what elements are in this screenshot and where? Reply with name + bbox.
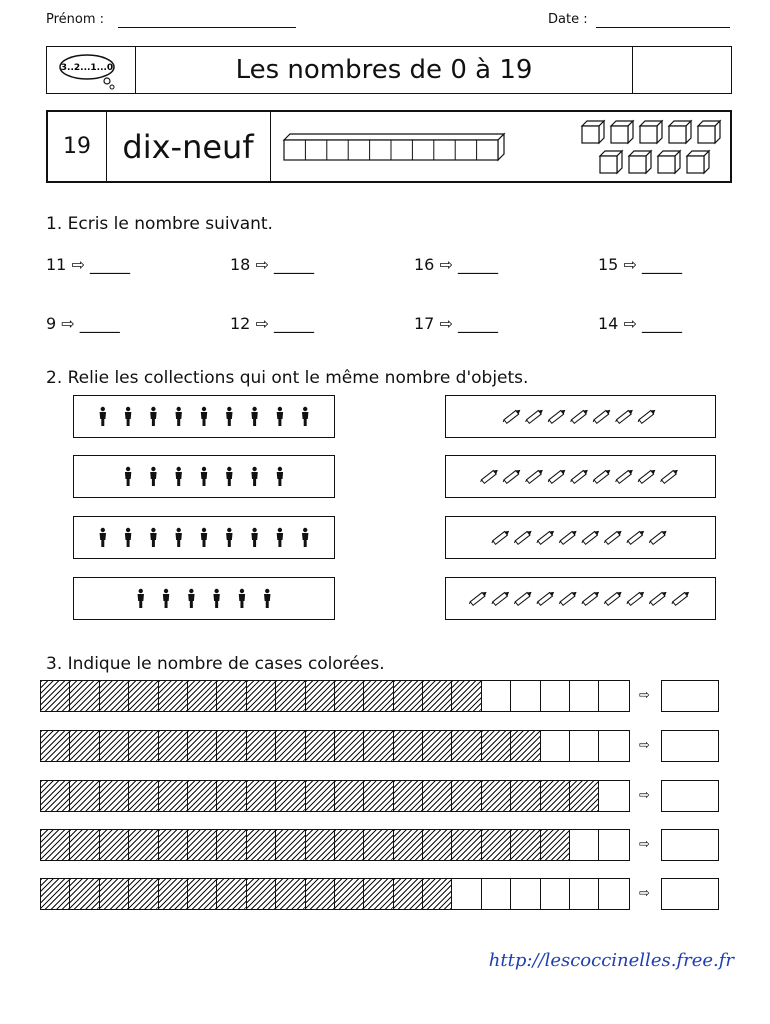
unit-cube bbox=[629, 151, 651, 173]
person-icon bbox=[188, 589, 194, 608]
colored-cell bbox=[335, 879, 364, 909]
colored-cell bbox=[306, 681, 335, 711]
answer-box-4[interactable] bbox=[661, 829, 719, 861]
colored-cell bbox=[335, 830, 364, 860]
pen-icon bbox=[536, 529, 555, 546]
colored-cell bbox=[159, 830, 188, 860]
person-icon bbox=[150, 528, 156, 547]
colored-cell bbox=[129, 781, 158, 811]
person-icon bbox=[302, 407, 308, 426]
colored-cell bbox=[41, 681, 70, 711]
unit-cube bbox=[658, 151, 680, 173]
pen-icon bbox=[570, 468, 589, 485]
colored-cell bbox=[100, 731, 129, 761]
colored-cell bbox=[335, 731, 364, 761]
empty-cell bbox=[511, 879, 540, 909]
colored-cell bbox=[217, 879, 246, 909]
pen-icon bbox=[559, 529, 578, 546]
person-icon bbox=[264, 589, 270, 608]
date-line bbox=[596, 27, 730, 28]
exercise1-item: 9 ⇨ _____ bbox=[46, 314, 120, 333]
colored-cell bbox=[217, 681, 246, 711]
colored-cell bbox=[188, 681, 217, 711]
person-icon bbox=[226, 528, 232, 547]
empty-cell bbox=[541, 731, 570, 761]
person-icon bbox=[277, 407, 283, 426]
colored-cell bbox=[70, 781, 99, 811]
cells-row-5 bbox=[40, 878, 630, 910]
person-icon bbox=[138, 589, 144, 608]
empty-cell bbox=[570, 879, 599, 909]
colored-cell bbox=[452, 731, 481, 761]
exercise1-item: 11 ⇨ _____ bbox=[46, 255, 130, 274]
thought-bubble-icon bbox=[47, 47, 135, 93]
pen-icon bbox=[637, 408, 656, 425]
pen-icon bbox=[581, 590, 600, 607]
colored-cell bbox=[41, 830, 70, 860]
colored-cell bbox=[159, 879, 188, 909]
colored-cell bbox=[335, 781, 364, 811]
colored-cell bbox=[511, 731, 540, 761]
exercise1-item: 16 ⇨ _____ bbox=[414, 255, 498, 274]
empty-cell bbox=[599, 681, 628, 711]
empty-cell bbox=[599, 731, 628, 761]
person-icon bbox=[176, 407, 182, 426]
person-icon bbox=[100, 407, 106, 426]
colored-cell bbox=[129, 879, 158, 909]
colored-cell bbox=[159, 681, 188, 711]
pen-icon bbox=[547, 408, 566, 425]
pen-icon bbox=[514, 529, 533, 546]
pen-icon bbox=[626, 590, 645, 607]
number-box bbox=[46, 110, 732, 183]
arrow-icon: ⇨ bbox=[639, 688, 650, 703]
person-icon bbox=[251, 528, 257, 547]
score-box bbox=[632, 47, 731, 93]
exercise1-item: 12 ⇨ _____ bbox=[230, 314, 314, 333]
empty-cell bbox=[599, 879, 628, 909]
person-icon bbox=[226, 407, 232, 426]
colored-cell bbox=[394, 830, 423, 860]
date-label: Date : bbox=[548, 12, 588, 27]
colored-cell bbox=[306, 879, 335, 909]
footer-url[interactable]: http://lescoccinelles.free.fr bbox=[488, 950, 734, 971]
people-collection-1[interactable] bbox=[73, 395, 335, 438]
colored-cell bbox=[188, 781, 217, 811]
colored-cell bbox=[452, 781, 481, 811]
pen-collection-4[interactable] bbox=[445, 577, 716, 620]
answer-box-5[interactable] bbox=[661, 878, 719, 910]
colored-cell bbox=[394, 731, 423, 761]
colored-cell bbox=[70, 830, 99, 860]
colored-cell bbox=[511, 781, 540, 811]
colored-cell bbox=[364, 830, 393, 860]
exercise1-item: 17 ⇨ _____ bbox=[414, 314, 498, 333]
arrow-icon: ⇨ bbox=[639, 886, 650, 901]
colored-cell bbox=[129, 731, 158, 761]
arrow-icon: ⇨ bbox=[639, 738, 650, 753]
person-icon bbox=[277, 467, 283, 486]
colored-cell bbox=[70, 681, 99, 711]
unit-cube bbox=[687, 151, 709, 173]
page-title: Les nombres de 0 à 19 bbox=[235, 55, 533, 85]
people-collection-2[interactable] bbox=[73, 455, 335, 498]
colored-cell bbox=[247, 830, 276, 860]
colored-cell bbox=[129, 830, 158, 860]
unit-cubes bbox=[582, 121, 720, 173]
colored-cell bbox=[276, 830, 305, 860]
person-icon bbox=[251, 407, 257, 426]
person-icon bbox=[125, 528, 131, 547]
colored-cell bbox=[364, 681, 393, 711]
people-collection-3[interactable] bbox=[73, 516, 335, 559]
colored-cell bbox=[70, 731, 99, 761]
colored-cell bbox=[541, 781, 570, 811]
answer-box-2[interactable] bbox=[661, 730, 719, 762]
cells-row-1 bbox=[40, 680, 630, 712]
colored-cell bbox=[247, 781, 276, 811]
colored-cell bbox=[364, 731, 393, 761]
person-icon bbox=[176, 467, 182, 486]
person-icon bbox=[100, 528, 106, 547]
pen-icon bbox=[547, 468, 566, 485]
pen-icon bbox=[671, 590, 690, 607]
colored-cell bbox=[100, 830, 129, 860]
unit-cube bbox=[669, 121, 691, 143]
countdown-logo bbox=[47, 47, 136, 93]
empty-cell bbox=[570, 731, 599, 761]
pen-icon bbox=[649, 529, 668, 546]
colored-cell bbox=[423, 731, 452, 761]
empty-cell bbox=[482, 681, 511, 711]
pen-icon bbox=[592, 408, 611, 425]
colored-cell bbox=[306, 731, 335, 761]
colored-cell bbox=[276, 781, 305, 811]
colored-cell bbox=[423, 681, 452, 711]
logo-text: 3..2...1...0 bbox=[60, 63, 114, 73]
colored-cell bbox=[247, 681, 276, 711]
empty-cell bbox=[511, 681, 540, 711]
colored-cell bbox=[364, 781, 393, 811]
prenom-line bbox=[118, 27, 296, 28]
colored-cell bbox=[482, 830, 511, 860]
colored-cell bbox=[217, 781, 246, 811]
pen-icon bbox=[559, 590, 578, 607]
empty-cell bbox=[570, 681, 599, 711]
cells-row-2 bbox=[40, 730, 630, 762]
pen-icon bbox=[525, 468, 544, 485]
pen-icon bbox=[502, 408, 521, 425]
person-icon bbox=[251, 467, 257, 486]
person-icon bbox=[125, 467, 131, 486]
pen-icon bbox=[592, 468, 611, 485]
exercise2-question: 2. Relie les collections qui ont le même nombre d'objets. bbox=[46, 368, 529, 388]
exercise1-item: 14 ⇨ _____ bbox=[598, 314, 682, 333]
colored-cell bbox=[541, 830, 570, 860]
colored-cell bbox=[423, 830, 452, 860]
colored-cell bbox=[423, 879, 452, 909]
colored-cell bbox=[394, 781, 423, 811]
tens-rod bbox=[284, 134, 504, 160]
empty-cell bbox=[599, 781, 628, 811]
pen-collection-3[interactable] bbox=[445, 516, 716, 559]
unit-cube bbox=[600, 151, 622, 173]
arrow-icon: ⇨ bbox=[639, 837, 650, 852]
colored-cell bbox=[41, 731, 70, 761]
person-icon bbox=[176, 528, 182, 547]
number-word: dix-neuf bbox=[106, 112, 271, 181]
pen-icon bbox=[570, 408, 589, 425]
colored-cell bbox=[335, 681, 364, 711]
pen-icon bbox=[660, 468, 679, 485]
person-icon bbox=[163, 589, 169, 608]
pen-icon bbox=[469, 590, 488, 607]
colored-cell bbox=[570, 781, 599, 811]
unit-cube bbox=[582, 121, 604, 143]
colored-cell bbox=[100, 681, 129, 711]
people-collection-4[interactable] bbox=[73, 577, 335, 620]
colored-cell bbox=[364, 879, 393, 909]
colored-cell bbox=[306, 781, 335, 811]
colored-cell bbox=[247, 879, 276, 909]
pen-icon bbox=[615, 408, 634, 425]
colored-cell bbox=[217, 830, 246, 860]
prenom-label: Prénom : bbox=[46, 12, 105, 27]
pen-icon bbox=[491, 529, 510, 546]
person-icon bbox=[277, 528, 283, 547]
colored-cell bbox=[188, 731, 217, 761]
unit-cube bbox=[611, 121, 633, 143]
cells-row-4 bbox=[40, 829, 630, 861]
person-icon bbox=[150, 407, 156, 426]
pen-icon bbox=[615, 468, 634, 485]
colored-cell bbox=[70, 879, 99, 909]
empty-cell bbox=[541, 681, 570, 711]
empty-cell bbox=[541, 879, 570, 909]
colored-cell bbox=[452, 681, 481, 711]
colored-cell bbox=[41, 879, 70, 909]
colored-cell bbox=[276, 681, 305, 711]
pen-collection-2[interactable] bbox=[445, 455, 716, 498]
empty-cell bbox=[570, 830, 599, 860]
empty-cell bbox=[482, 879, 511, 909]
base-ten-blocks bbox=[270, 112, 730, 181]
arrow-icon: ⇨ bbox=[639, 788, 650, 803]
answer-box-3[interactable] bbox=[661, 780, 719, 812]
person-icon bbox=[213, 589, 219, 608]
colored-cell bbox=[306, 830, 335, 860]
colored-cell bbox=[452, 830, 481, 860]
person-icon bbox=[125, 407, 131, 426]
pen-icon bbox=[502, 468, 521, 485]
colored-cell bbox=[423, 781, 452, 811]
colored-cell bbox=[511, 830, 540, 860]
pen-icon bbox=[649, 590, 668, 607]
cells-row-3 bbox=[40, 780, 630, 812]
exercise1-question: 1. Ecris le nombre suivant. bbox=[46, 214, 273, 234]
exercise3-question: 3. Indique le nombre de cases colorées. bbox=[46, 654, 385, 674]
pen-icon bbox=[514, 590, 533, 607]
colored-cell bbox=[41, 781, 70, 811]
exercise1-item: 15 ⇨ _____ bbox=[598, 255, 682, 274]
colored-cell bbox=[394, 681, 423, 711]
colored-cell bbox=[188, 830, 217, 860]
colored-cell bbox=[276, 879, 305, 909]
pen-icon bbox=[604, 590, 623, 607]
colored-cell bbox=[217, 731, 246, 761]
colored-cell bbox=[129, 681, 158, 711]
person-icon bbox=[201, 407, 207, 426]
pen-collection-1[interactable] bbox=[445, 395, 716, 438]
pen-icon bbox=[491, 590, 510, 607]
answer-box-1[interactable] bbox=[661, 680, 719, 712]
colored-cell bbox=[159, 731, 188, 761]
colored-cell bbox=[247, 731, 276, 761]
pen-icon bbox=[525, 408, 544, 425]
colored-cell bbox=[394, 879, 423, 909]
colored-cell bbox=[100, 879, 129, 909]
person-icon bbox=[226, 467, 232, 486]
colored-cell bbox=[188, 879, 217, 909]
number-digit: 19 bbox=[48, 112, 107, 181]
colored-cell bbox=[159, 781, 188, 811]
title-box bbox=[46, 46, 732, 94]
unit-cube bbox=[640, 121, 662, 143]
unit-cube bbox=[698, 121, 720, 143]
person-icon bbox=[150, 467, 156, 486]
pen-icon bbox=[536, 590, 555, 607]
empty-cell bbox=[599, 830, 628, 860]
colored-cell bbox=[276, 731, 305, 761]
empty-cell bbox=[452, 879, 481, 909]
person-icon bbox=[201, 467, 207, 486]
person-icon bbox=[201, 528, 207, 547]
pen-icon bbox=[637, 468, 656, 485]
person-icon bbox=[239, 589, 245, 608]
colored-cell bbox=[100, 781, 129, 811]
colored-cell bbox=[482, 781, 511, 811]
exercise1-item: 18 ⇨ _____ bbox=[230, 255, 314, 274]
pen-icon bbox=[626, 529, 645, 546]
pen-icon bbox=[480, 468, 499, 485]
pen-icon bbox=[604, 529, 623, 546]
pen-icon bbox=[581, 529, 600, 546]
colored-cell bbox=[482, 731, 511, 761]
person-icon bbox=[302, 528, 308, 547]
